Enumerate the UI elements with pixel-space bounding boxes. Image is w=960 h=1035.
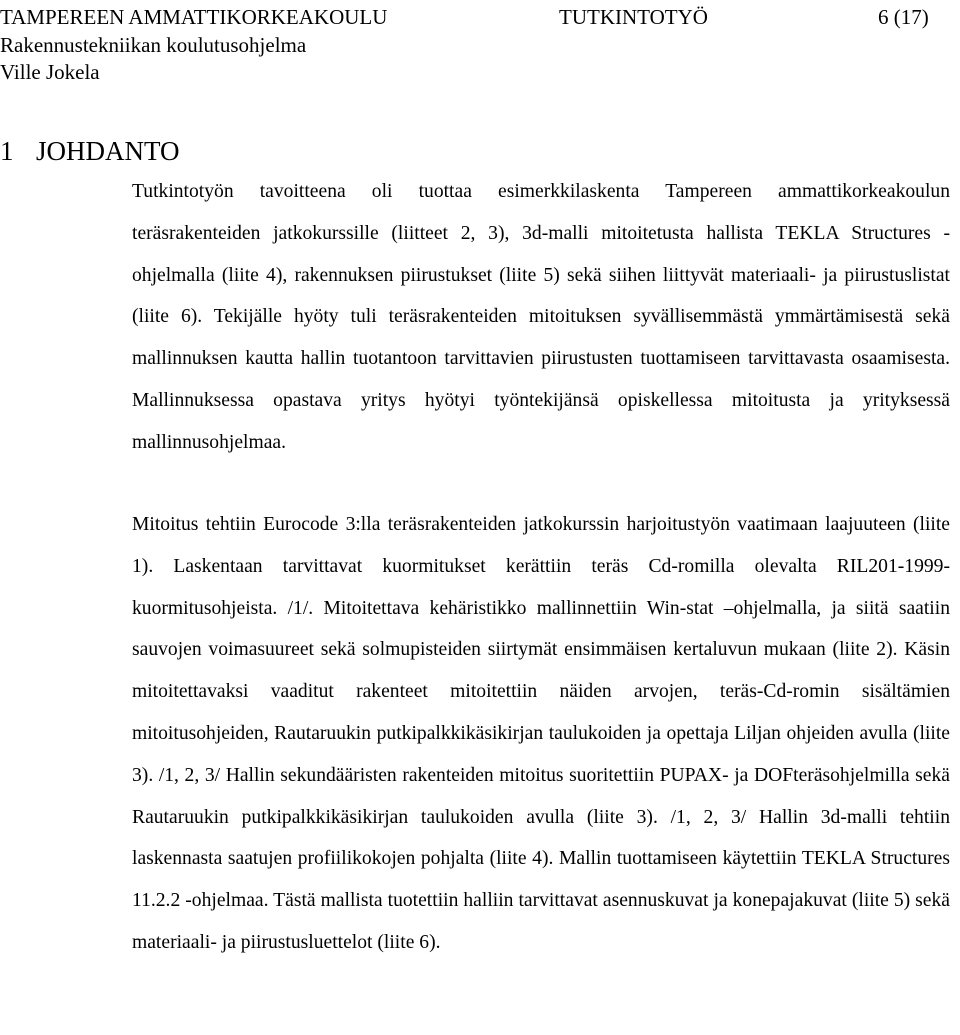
header-document-type: TUTKINTOTYÖ <box>559 5 708 29</box>
section-title: JOHDANTO <box>36 136 180 166</box>
section-heading <box>0 138 180 165</box>
header-author: Ville Jokela <box>0 60 100 84</box>
section-number: 1 <box>0 136 14 166</box>
header-page-number: 6 (17) <box>878 5 929 29</box>
body-paragraph-1: Tutkintotyön tavoitteena oli tuottaa esimerkkilaskenta Tampereen ammattikorkeakoulun teräsrakenteiden jatkokurssille (liitteet 2, 3), 3d-malli mitoitetusta hallista TEKLA Structures -ohjelmalla (liite 4), rakennuksen piirustukset (liite 5) sekä siihen liittyvät materiaali- ja piirustuslistat (liite 6). Tekijälle hyöty tuli teräsrakenteiden mitoituksen syvällisemmästä ymmärtämisestä sekä mallinnuksen kautta hallin tuotantoon tarvittavien piirustusten tuottamiseen tarvittavasta osaamisesta. Mallinnuksessa opastava yritys hyötyi työntekijänsä opiskellessa mitoitusta ja yrityksessä mallinnusohjelmaa. <box>132 181 950 453</box>
header-programme: Rakennustekniikan koulutusohjelma <box>0 33 307 57</box>
body-paragraph-2: Mitoitus tehtiin Eurocode 3:lla teräsrakenteiden jatkokurssin harjoitustyön vaatimaan laajuuteen (liite 1). Laskentaan tarvittavat kuormitukset kerättiin teräs Cd-romilla olevalta RIL201-1999-kuormitusohjeista. /1/. Mitoitettava kehäristikko mallinnettiin Win-stat –ohjelmalla, ja siitä saatiin sauvojen voimasuureet sekä solmupisteiden siirtymät ensimmäisen kertaluvun mukaan (liite 2). Käsin mitoitettavaksi vaaditut rakenteet mitoitettiin näiden arvojen, teräs-Cd-romin sisältämien mitoitusohjeiden, Rautaruukin putkipalkkikäsikirjan taulukoiden ja opettaja Liljan ohjeiden avulla (liite 3). /1, 2, 3/ Hallin sekundääristen rakenteiden mitoitus suoritettiin PUPAX- ja DOFteräsohjelmilla sekä Rautaruukin putkipalkkikäsikirjan taulukoiden avulla (liite 3). /1, 2, 3/ Hallin 3d-malli tehtiin laskennasta saatujen profiilikokojen pohjalta (liite 4). Mallin tuottamiseen käytettiin TEKLA Structures 11.2.2 -ohjelmaa. Tästä mallista tuotettiin halliin tarvittavat asennuskuvat ja konepajakuvat (liite 5) sekä materiaali- ja piirustusluettelot (liite 6). <box>132 514 950 953</box>
header-school: TAMPEREEN AMMATTIKORKEAKOULU <box>0 5 388 29</box>
